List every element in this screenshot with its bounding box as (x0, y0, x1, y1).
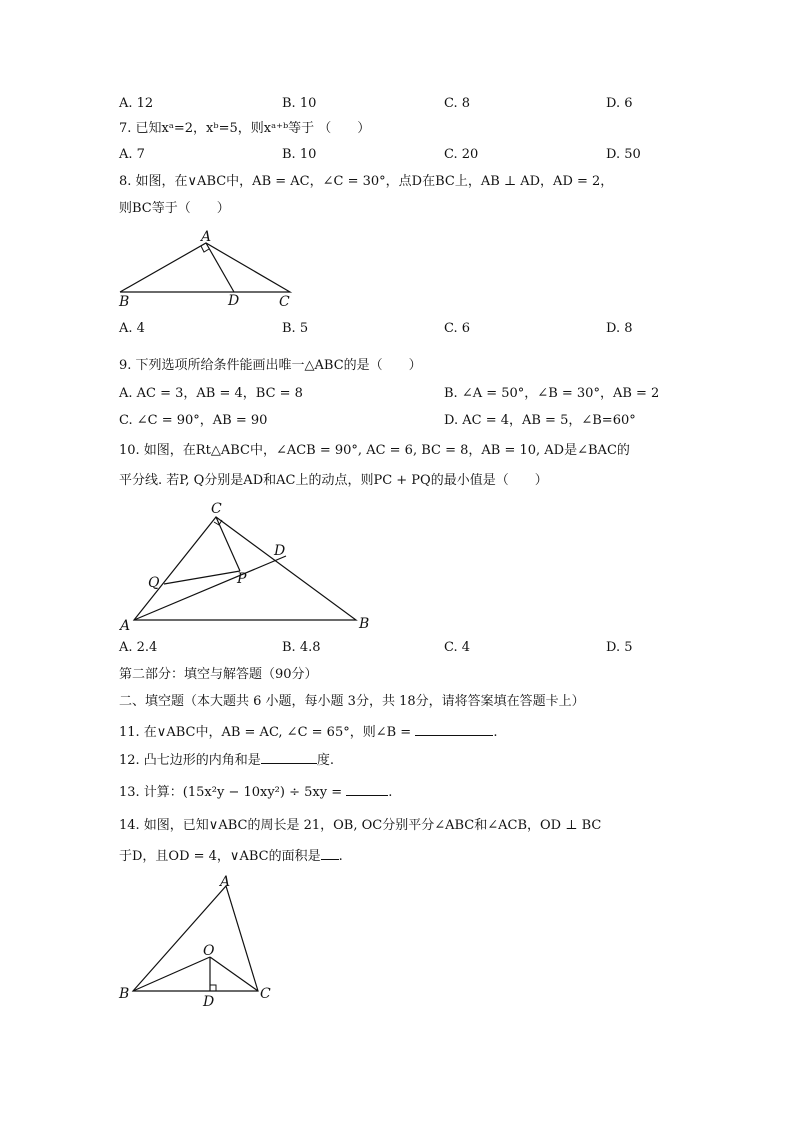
q14-label-o: O (203, 943, 215, 959)
q8-option-d: D. 8 (606, 321, 633, 336)
q6-option-a: A. 12 (119, 96, 154, 111)
q13-text: 13. 计算：(15x²y − 10xy²) ÷ 5xy = (119, 785, 343, 800)
q14-label-c: C (260, 986, 271, 1002)
q14-stem-line1: 14. 如图，已知∨ABC的周长是 21，OB, OC分别平分∠ABC和∠ACB，OD ⊥ BC (119, 818, 602, 833)
q10-stem-line1: 10. 如图，在Rt△ABC中，∠ACB = 90°, AC = 6, BC = 8，AB = 10, AD是∠BAC的 (119, 443, 630, 458)
q9-stem: 9. 下列选项所给条件能画出唯一△ABC的是（ ） (119, 358, 422, 373)
q9-option-c: C. ∠C = 90°，AB = 90 (119, 413, 268, 428)
q8-stem-line1: 8. 如图，在∨ABC中，AB = AC，∠C = 30°，点D在BC上，AB ⊥ AD，AD = 2， (119, 174, 614, 189)
q10-option-d: D. 5 (606, 640, 633, 655)
q10-label-q: Q (148, 575, 160, 591)
q14-end: . (338, 849, 343, 864)
q9-option-d: D. AC = 4，AB = 5，∠B=60° (444, 413, 636, 428)
q8-option-a: A. 4 (119, 321, 145, 336)
q7-option-a: A. 7 (119, 147, 145, 162)
q8-label-b: B (119, 294, 130, 310)
q10-stem-line2: 平分线. 若P, Q分别是AD和AC上的动点，则PC + PQ的最小值是（ ） (119, 473, 548, 488)
q7-stem: 7. 已知xᵃ=2，xᵇ=5，则xᵃ⁺ᵇ等于 （ ） (119, 121, 371, 136)
section2-title: 二、填空题（本大题共 6 小题，每小题 3分，共 18分，请将答案填在答题卡上） (119, 694, 585, 709)
q9-option-b: B. ∠A = 50°，∠B = 30°，AB = 2 (444, 386, 660, 401)
q14-label-a: A (220, 874, 231, 890)
q8-label-d: D (228, 293, 240, 309)
q14-label-d: D (203, 994, 215, 1010)
q13-end: . (388, 785, 393, 800)
q11-end: . (493, 725, 498, 740)
q10-label-p: P (237, 571, 247, 587)
q8-stem-line2: 则BC等于（ ） (119, 201, 230, 216)
q12-end: 度. (316, 753, 334, 768)
q14-text: 于D，且OD = 4，∨ABC的面积是 (119, 849, 321, 864)
q8-option-c: C. 6 (444, 321, 471, 336)
q6-option-d: D. 6 (606, 96, 633, 111)
q10-label-b: B (359, 616, 370, 632)
q12-text: 12. 凸七边形的内角和是 (119, 753, 261, 768)
q8-label-a: A (201, 229, 212, 245)
q7-option-c: C. 20 (444, 147, 479, 162)
q10-label-c: C (211, 501, 222, 517)
q14-label-b: B (119, 986, 130, 1002)
q11-text: 11. 在∨ABC中，AB = AC, ∠C = 65°，则∠B = (119, 725, 412, 740)
q6-option-c: C. 8 (444, 96, 471, 111)
q8-option-b: B. 5 (282, 321, 309, 336)
q7-option-b: B. 10 (282, 147, 317, 162)
q8-label-c: C (279, 294, 290, 310)
q9-option-a: A. AC = 3，AB = 4，BC = 8 (119, 386, 303, 401)
q10-label-d: D (274, 543, 286, 559)
part2-title: 第二部分：填空与解答题（90分） (119, 667, 318, 682)
q10-option-c: C. 4 (444, 640, 471, 655)
q10-option-a: A. 2.4 (119, 640, 158, 655)
q10-option-b: B. 4.8 (282, 640, 321, 655)
q10-label-a: A (120, 618, 131, 634)
q7-option-d: D. 50 (606, 147, 641, 162)
q6-option-b: B. 10 (282, 96, 317, 111)
